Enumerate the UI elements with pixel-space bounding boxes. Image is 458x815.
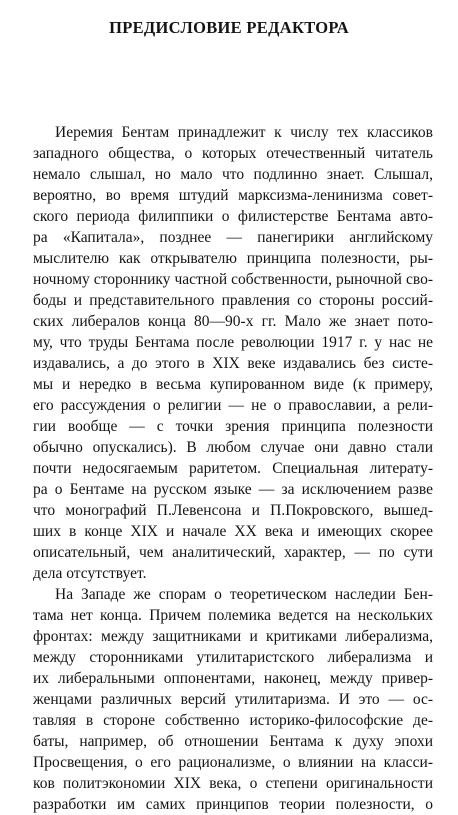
text-line: ских либералов конца 80—90-х гг. Мало же знает пото- <box>33 313 433 330</box>
text-line: немало слышал, но мало что подлинно знает. Слышал, <box>33 166 433 183</box>
text-line: Иеремия Бентам принадлежит к числу тех классиков <box>55 124 433 141</box>
text-line: ков политэкономии XIX века, о степени оригинальности <box>33 775 433 792</box>
text-line: издавались, а до этого в XIX веке издавались без систе- <box>33 355 433 372</box>
text-line: ра о Бентаме на русском языке — за исключением разве <box>33 481 433 498</box>
text-line: что монографий П.Левенсона и П.Покровского, вышед- <box>33 502 433 519</box>
text-line: На Западе же спорам о теоретическом наследии Бен- <box>55 586 433 603</box>
page-title: ПРЕДИСЛОВИЕ РЕДАКТОРА <box>109 18 349 37</box>
text-line: мыслителю как открывателю принципа полезности, ры- <box>33 250 433 267</box>
paragraph <box>33 122 433 584</box>
body-text <box>33 122 433 815</box>
text-line: дела отсутствует. <box>33 565 147 582</box>
text-line: мы и нередко в весьма купированном виде (к примеру, <box>33 376 433 393</box>
text-line: гии вообще — с точки зрения принципа полезности <box>33 418 433 435</box>
text-line: боды и представительного правления со стороны россий- <box>33 292 433 309</box>
text-line: ского периода филиппики о филистерстве Бентама авто- <box>33 208 433 225</box>
text-line: его рассуждения о религии — не о православии, а рели- <box>33 397 433 414</box>
text-line: тавляя в стороне собственно историко-философские де- <box>33 712 433 729</box>
text-line: женцами различных версий утилитаризма. И это — ос- <box>33 691 433 708</box>
text-line: баты, например, об отношении Бентама к духу эпохи <box>33 733 433 750</box>
text-line: ра «Капитала», позднее — панегирики английскому <box>33 229 433 246</box>
text-line: ших в конце XIX и начале XX века и имеющих скорее <box>33 523 433 540</box>
text-line: вероятно, во время штудий марксизма-ленинизма совет- <box>33 187 433 204</box>
text-line: их либеральными оппонентами, наконец, между привер- <box>33 670 433 687</box>
text-line: между сторонниками утилитаристского либерализма и <box>33 649 433 666</box>
text-line: тама нет конца. Причем полемика ведется на нескольких <box>33 607 433 624</box>
text-line: описательный, чем аналитический, характер, — по сути <box>33 544 433 561</box>
text-line: му, что труды Бентама после революции 1917 г. у нас не <box>33 334 433 351</box>
text-line: фронтах: между защитниками и критиками либерализма, <box>33 628 433 645</box>
paragraph <box>33 584 433 815</box>
text-line: западного общества, о которых отечественный читатель <box>33 145 433 162</box>
text-line: Просвещения, о его рационализме, о влиянии на класси- <box>33 754 433 771</box>
text-line: ночному стороннику частной собственности, рыночной сво- <box>33 271 433 288</box>
text-line: обычно опускались). В любом случае они давно стали <box>33 439 433 456</box>
text-line: разработки им самих принципов теории полезности, о <box>33 796 433 813</box>
text-line: почти недосягаемым раритетом. Специальная литерату- <box>33 460 433 477</box>
